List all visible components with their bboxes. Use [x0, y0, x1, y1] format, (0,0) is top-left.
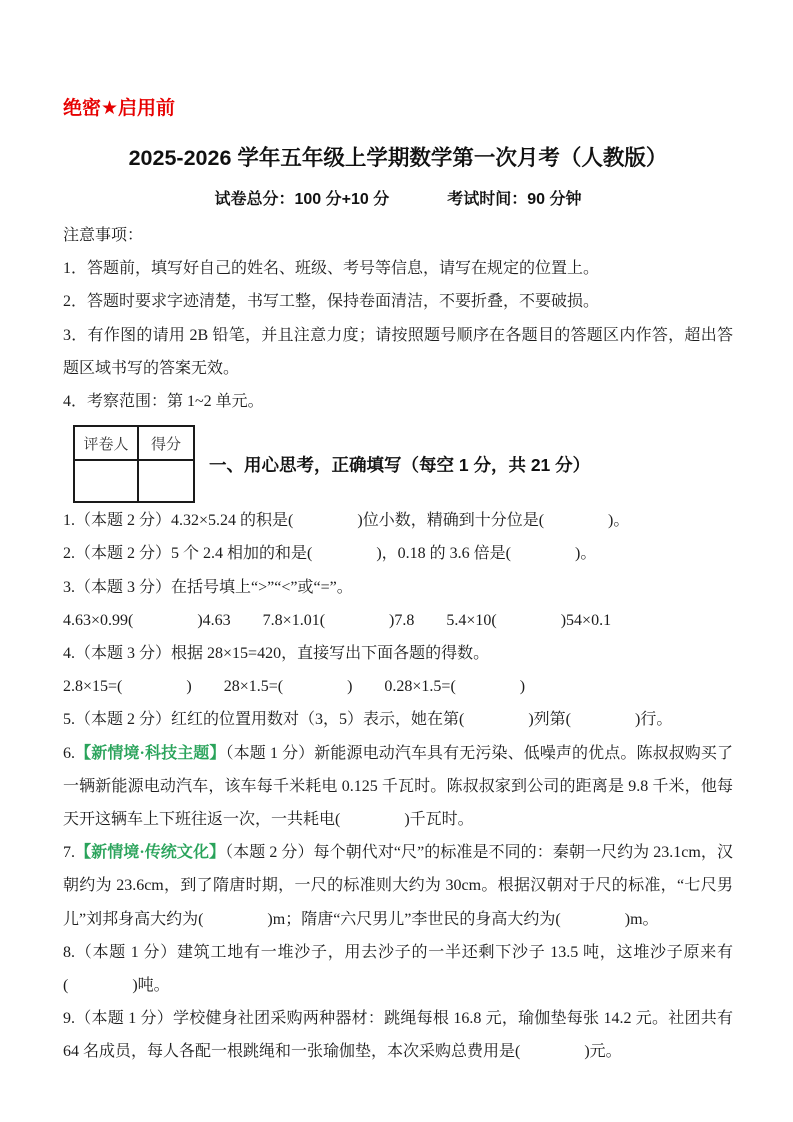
question-3 — [63, 571, 733, 604]
exam-meta — [63, 188, 733, 212]
question-2-text: 5 个 2.4 相加的和是( )，0.18 的 3.6 倍是( )。 — [171, 545, 597, 563]
question-3-text: 在括号填上“>”“<”或“=”。 — [171, 578, 353, 596]
grader-header-cell: 评卷人 — [74, 426, 138, 460]
note-item-2: 2．答题时要求字迹清楚，书写工整，保持卷面清洁，不要折叠，不要破损。 — [63, 293, 600, 311]
section-1-heading: 一、用心思考，正确填写（每空 1 分，共 21 分） — [209, 454, 591, 475]
question-7-text: 每个朝代对“尺”的标准是不同的：秦朝一尺约为 23.1cm，汉朝约为 23.6cm，到了隋唐时期，一尺的标准则大约为 30cm。根据汉朝对于尺的标准，“七尺男儿”刘邦身高大约为( )m；隋唐“六尺男儿”李世民的身高大约为( )m。 — [63, 844, 733, 928]
question-1-text: 4.32×5.24 的积是( )位小数，精确到十分位是( )。 — [171, 512, 630, 530]
grading-table — [73, 425, 195, 503]
note-item-1: 1．答题前，填写好自己的姓名、班级、考号等信息，请写在规定的位置上。 — [63, 260, 600, 278]
question-1-number: 1. — [63, 512, 75, 530]
question-6 — [63, 737, 733, 837]
notes-heading: 注意事项： — [63, 227, 144, 244]
question-7 — [63, 836, 733, 936]
question-8-text: 建筑工地有一堆沙子，用去沙子的一半还剩下沙子 13.5 吨，这堆沙子原来有( )吨。 — [63, 943, 733, 995]
question-9 — [63, 1002, 733, 1068]
score-blank-cell — [138, 460, 194, 502]
question-6-points: （本题 1 分） — [225, 744, 315, 762]
question-2-points: （本题 2 分） — [75, 545, 172, 563]
score-header-cell: 得分 — [138, 426, 194, 460]
notes-section — [63, 219, 733, 418]
question-8-number: 8. — [63, 943, 75, 961]
questions-section — [63, 504, 733, 1068]
note-item-3: 3．有作图的请用 2B 铅笔，并且注意力度；请按照题号顺序在各题目的答题区内作答，超出答题区域书写的答案无效。 — [63, 326, 733, 377]
question-3-number: 3. — [63, 578, 75, 596]
note-item-4: 4．考察范围：第 1~2 单元。 — [63, 393, 264, 411]
question-4-text: 根据 28×15=420，直接写出下面各题的得数。 — [171, 645, 490, 663]
question-5 — [63, 703, 733, 736]
question-1 — [63, 504, 733, 537]
question-6-text: 新能源电动汽车具有无污染、低噪声的优点。陈叔叔购买了一辆新能源电动汽车，该车每千米耗电 0.125 千瓦时。陈叔叔家到公司的距离是 9.8 千米，他每天开这辆车上下班往返一次，一共耗电( )千瓦时。 — [63, 744, 733, 829]
question-4-points: （本题 3 分） — [75, 645, 172, 663]
question-4-number: 4. — [63, 645, 75, 663]
question-9-text: 学校健身社团采购两种器材：跳绳每根 16.8 元，瑜伽垫每张 14.2 元。社团共有 64 名成员，每人各配一根跳绳和一张瑜伽垫，本次采购总费用是( )元。 — [63, 1010, 733, 1061]
question-2 — [63, 537, 733, 570]
question-7-number: 7. — [63, 844, 75, 862]
question-9-points: （本题 1 分） — [75, 1010, 173, 1028]
question-9-number: 9. — [63, 1010, 75, 1028]
question-5-points: （本题 2 分） — [75, 711, 172, 729]
question-1-points: （本题 2 分） — [75, 512, 172, 530]
question-4-expressions: 2.8×15=( ) 28×1.5=( ) 0.28×1.5=( ) — [63, 678, 526, 696]
total-score-info: 试卷总分：100 分+10 分 — [214, 191, 390, 208]
question-6-theme-tag: 【新情境·科技主题】 — [75, 744, 226, 762]
question-3-points: （本题 3 分） — [75, 578, 172, 596]
question-5-text: 红红的位置用数对（3，5）表示，她在第( )列第( )行。 — [171, 711, 673, 729]
exam-title: 2025-2026 学年五年级上学期数学第一次月考（人教版） — [128, 146, 668, 170]
question-6-number: 6. — [63, 744, 75, 762]
grader-blank-cell — [74, 460, 138, 502]
grading-area — [73, 425, 733, 503]
question-5-number: 5. — [63, 711, 75, 729]
question-4 — [63, 637, 733, 670]
question-2-number: 2. — [63, 545, 75, 563]
secret-label: 绝密★启用前 — [63, 98, 176, 119]
question-7-theme-tag: 【新情境·传统文化】 — [75, 844, 226, 862]
question-8-points: （本题 1 分） — [75, 943, 177, 961]
question-7-points: （本题 2 分） — [225, 844, 314, 862]
question-3-expressions: 4.63×0.99( )4.63 7.8×1.01( )7.8 5.4×10( )54×0.1 — [63, 611, 612, 629]
exam-time-info: 考试时间：90 分钟 — [447, 191, 582, 208]
question-8 — [63, 936, 733, 1002]
